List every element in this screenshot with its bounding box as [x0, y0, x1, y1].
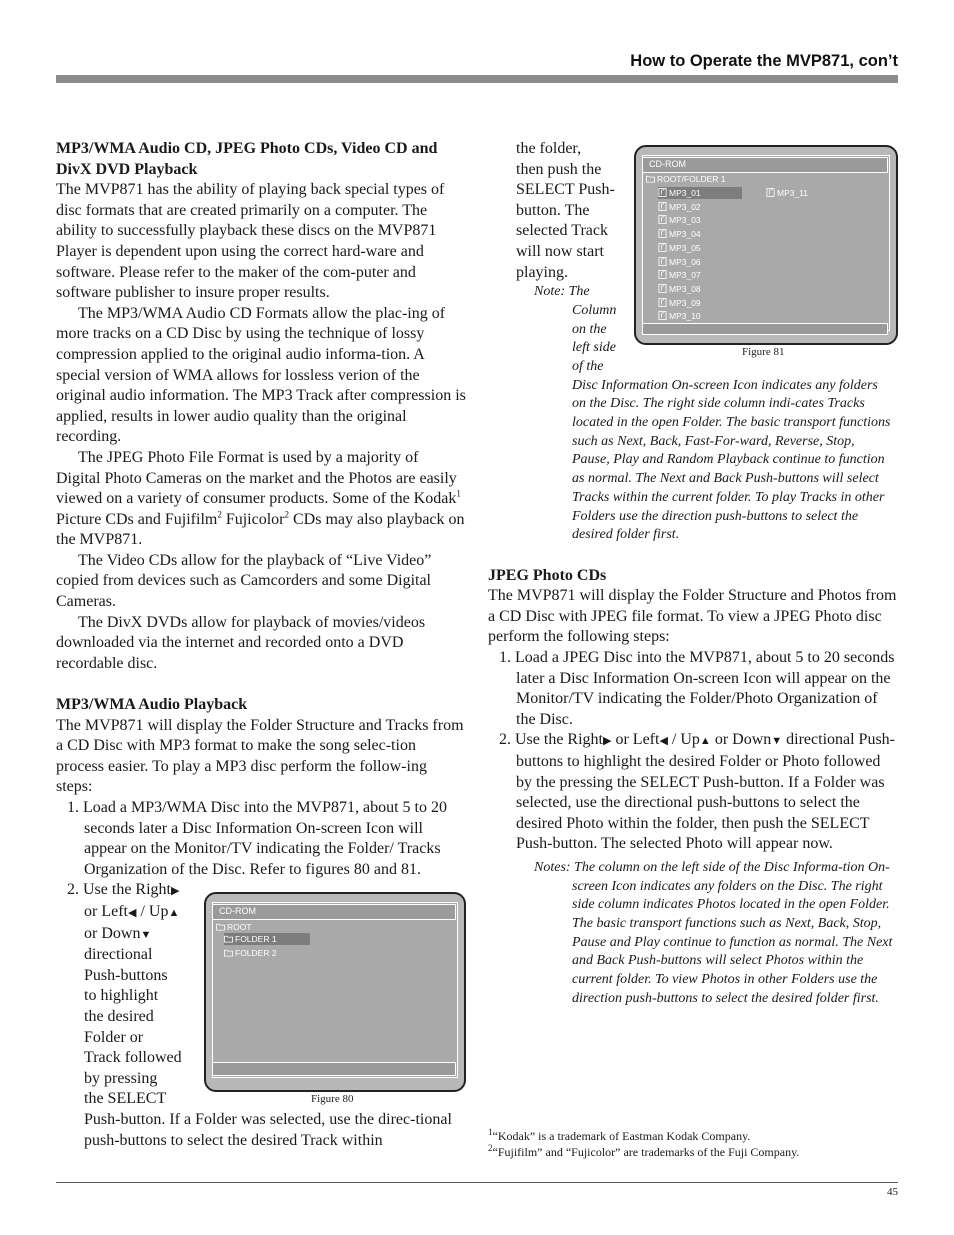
- down-arrow-icon: ▼: [771, 735, 783, 748]
- track-row: MP3_05: [658, 242, 701, 254]
- screen-status-bar: [212, 1062, 456, 1076]
- paragraph: The Video CDs allow for the playback of “Live Video” copied from devices such as Camcorders and some Digital Cameras.: [56, 551, 432, 611]
- track-row: MP3_02: [658, 201, 701, 213]
- music-file-icon: [658, 270, 667, 279]
- step-item: 2. Use the Right▶ or Left◀ / Up▲ or Down▼ directional Push-buttons to highlight the desired Folder or Track followed by pressing the SELECT Push-button. If a Folder was selected, use the direc-tional push-buttons to select the desired Track within: [67, 881, 452, 1149]
- footnote: $^2$“Fujifilm” and “Fujicolor” are trademarks of the Fuji Company.: [488, 1143, 800, 1159]
- folder-path-row: ROOT/FOLDER 1: [646, 173, 725, 185]
- screen-title-bar: CD-ROM: [642, 157, 888, 173]
- page-header-title: How to Operate the MVP871, con’t: [630, 52, 898, 70]
- right-arrow-icon: ▶: [603, 735, 612, 748]
- paragraph: The MVP871 has the ability of playing back special types of disc formats that are created primarily on a computer. The ability to successfully playback these discs on the MVP871 Player is dependent upon using the correct hard-ware and software. Please refer to the maker of the com-puter and software publisher to insure proper results.: [56, 181, 445, 302]
- track-row: MP3_10: [658, 310, 701, 322]
- paragraph: The JPEG Photo File Format is used by a majority of Digital Photo Cameras on the market and the Photos are easily viewed on a variety of consumer products. Some of the Kodak$^1$ Picture CDs and Fujifilm$^2$ Fujicolor$^2$ CDs may also playback on the MVP871.: [56, 448, 465, 549]
- folder-row-root: ROOT: [216, 921, 252, 933]
- right-column: the folder, then push the SELECT Push- button. The selected Track will now start playing. Note: The Column on the left side of the Disc Information On-screen Icon indicates any folders on the Disc. The right side column indi-cates Tracks located in the open Folder. The basic transport functions such as Next, Back, Fast-For-ward, Reverse, Stop, Pause, Play and Random Playback continue to function as normal. The Next and Back Push-buttons will select Tracks within the current folder. To play Tracks in other Folders use the direction push-buttons to select the desired folder first. JPEG Photo CDs The MVP871 will display the Folder Structure and Photos from a CD Disc with JPEG file format. To view a JPEG Photo disc perform the following steps: 1. Load a JPEG Disc into the MVP871, about 5 to 20 seconds later a Disc Information On-screen Icon will appear on the Monitor/TV indicating the Folder/Photo Organization of the Disc. 2. Use the Right▶ or Left◀ / Up▲ or Down▼ directional Push-buttons to highlight the desired Folder or Photo followed by the pressing the SELECT Push-button. If a Folder was selected, use the directional push-buttons to select the desired Photo within the folder, then push the SELECT Push-button. The selected Photo will appear now. Notes: The column on the left side of the Disc Informa-tion On-screen Icon indicates any folders on the Disc. The right side column indicates Photos located in the open Folder. The basic transport functions such as Next, Back, Stop, Pause and Play continue to function as normal. The Next and Back Push-buttons will select Photos within the current folder. To view Photos in other Folders use the direction push-buttons to select the desired folder first.: [488, 139, 900, 1009]
- folder-icon: [646, 174, 655, 183]
- music-file-icon: [658, 243, 667, 252]
- folder-icon: [224, 948, 233, 957]
- music-file-icon: [658, 311, 667, 320]
- folder-icon: [224, 934, 233, 943]
- down-arrow-icon: ▼: [140, 928, 152, 941]
- notes: Notes: The column on the left side of the Disc Informa-tion On-screen Icon indicates any folders on the Disc. The right side column indicates Photos located in the open Folder. The basic transport functions such as Next, Back, Stop, Pause and Play continue to function as normal. The Next and Back Push-buttons will select Photos within the current folder. To view Photos in other Folders use the direction push-buttons to select the desired folder first.: [534, 859, 893, 1006]
- section-heading-mp3: MP3/WMA Audio Playback: [56, 696, 248, 714]
- music-file-icon: [658, 284, 667, 293]
- track-row: MP3_07: [658, 269, 701, 281]
- paragraph: The DivX DVDs allow for playback of movies/videos downloaded via the internet and recorded onto a DVD recordable disc.: [56, 613, 426, 672]
- music-file-icon: [766, 188, 775, 197]
- screen-title-bar: CD-ROM: [212, 904, 456, 920]
- music-file-icon: [658, 229, 667, 238]
- left-arrow-icon: ◀: [659, 735, 668, 748]
- section-heading-jpeg: JPEG Photo CDs: [488, 566, 607, 584]
- header-rule: [56, 75, 898, 83]
- step-item: 1. Load a JPEG Disc into the MVP871, about 5 to 20 seconds later a Disc Information On-screen Icon will appear on the Monitor/TV indicating the Folder/Photo Organization of the Disc.: [499, 648, 895, 728]
- up-arrow-icon: ▲: [699, 735, 711, 748]
- section-heading-special-discs: MP3/WMA Audio CD, JPEG Photo CDs, Video CD and DivX DVD Playback: [56, 140, 438, 178]
- track-row: MP3_09: [658, 297, 701, 309]
- note: Note: The Column on the left side of the Disc Information On-screen Icon indicates any folders on the Disc. The right side column indi-cates Tracks located in the open Folder. The basic transport functions such as Next, Back, Fast-For-ward, Reverse, Stop, Pause, Play and Random Playback continue to function as normal. The Next and Back Push-buttons will select Tracks within the current folder. To play Tracks in other Folders use the direction push-buttons to select the desired folder first.: [534, 284, 891, 543]
- music-file-icon: [658, 298, 667, 307]
- track-row: MP3_08: [658, 283, 701, 295]
- track-row: MP3_06: [658, 256, 701, 268]
- folder-icon: [216, 922, 225, 931]
- right-arrow-icon: ▶: [171, 885, 180, 898]
- paragraph: The MP3/WMA Audio CD Formats allow the plac-ing of more tracks on a CD Disc by using the technique of lossy compression applied to the original audio informa-tion. A special version of WMA allows for lossless verion of the original audio information. The MP3 Track after compression is applied, results in lower audio quality than the original recording.: [56, 304, 466, 446]
- figure-caption: Figure 81: [742, 346, 785, 358]
- folder-row: FOLDER 2: [224, 947, 277, 959]
- folder-row: FOLDER 1: [224, 933, 310, 945]
- music-file-icon: [658, 257, 667, 266]
- track-row: MP3_11: [766, 187, 808, 199]
- page-number: 45: [887, 1186, 898, 1198]
- paragraph: The MVP871 will display the Folder Structure and Tracks from a CD Disc with MP3 format to make the song selec-tion process easier. To play a MP3 disc perform the follow-ing steps:: [56, 716, 464, 796]
- footnote: $^1$“Kodak” is a trademark of Eastman Kodak Company.: [488, 1127, 751, 1143]
- figure-80-onscreen-display: [204, 892, 466, 1092]
- screen-status-bar: [642, 323, 888, 335]
- track-row: MP3_04: [658, 228, 701, 240]
- figure-caption: Figure 80: [311, 1093, 354, 1105]
- step-item: 2. Use the Right▶ or Left◀ / Up▲ or Down▼ directional Push-buttons to highlight the desired Folder or Photo followed by the pressing the SELECT Push-button. If a Folder was selected, use the directional push-buttons to select the desired Photo within the folder, then push the SELECT Push-button. The selected Photo will appear now.: [499, 731, 896, 853]
- up-arrow-icon: ▲: [168, 906, 180, 919]
- figure-81-onscreen-display: [634, 145, 898, 345]
- left-arrow-icon: ◀: [127, 906, 137, 919]
- music-file-icon: [658, 215, 667, 224]
- step-item: 1. Load a MP3/WMA Disc into the MVP871, about 5 to 20 seconds later a Disc Information On-screen Icon will appear on the Monitor/TV indicating the Folder/ Tracks Organization of the Disc. Refer to figures 80 and 81.: [67, 799, 447, 878]
- footnotes: [488, 1128, 799, 1160]
- paragraph: The MVP871 will display the Folder Structure and Photos from a CD Disc with JPEG file format. To view a JPEG Photo disc perform the following steps:: [488, 587, 897, 646]
- music-file-icon: [658, 188, 667, 197]
- track-row: MP3_01: [658, 187, 742, 199]
- music-file-icon: [658, 202, 667, 211]
- footer-rule: [56, 1182, 898, 1183]
- track-row: MP3_03: [658, 214, 701, 226]
